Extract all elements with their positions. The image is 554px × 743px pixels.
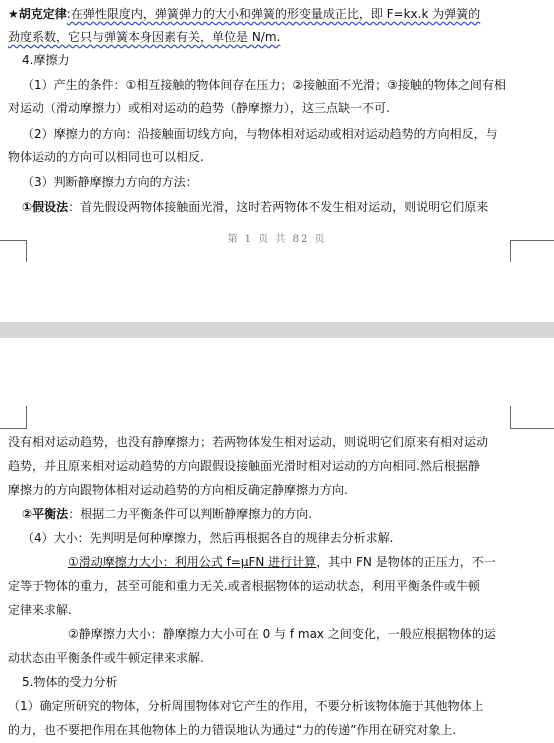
sliding-friction-formula-text: ①滑动摩擦力大小：利用公式 f=μFN 进行计算	[68, 555, 317, 569]
assumption-method-label: 假设法	[32, 200, 69, 214]
assumption-method-text: ：首先假设两物体接触面光滑，这时若两物体不发生相对运动，则说明它们原来	[68, 200, 489, 214]
paragraph-direction-line2: 物体运动的方向可以相同也可以相反.	[8, 150, 204, 164]
paragraph-sliding-friction-line3: 定律来求解.	[8, 603, 72, 617]
paragraph-sliding-friction	[68, 554, 496, 570]
paragraph-sliding-friction-line2: 定等于物体的重力，甚至可能和重力无关.或者根据物体的运动状态，利用平衡条件或牛顿	[8, 579, 480, 593]
paragraph-force-analysis-line2: 的力，也不要把作用在其他物体上的力错误地认为通过“力的传递”作用在研究对象上.	[8, 723, 457, 737]
document-page-2	[0, 338, 554, 743]
paragraph-continued-line2: 趋势，并且原来相对运动趋势的方向跟假设接触面光滑时相对运动的方向相同.然后根据静	[8, 459, 480, 473]
list-marker: ①	[22, 200, 33, 214]
hooke-law-text-line2: 劲度系数，它只与弹簧本身因素有关，单位是 N/m.	[8, 30, 281, 44]
paragraph-static-friction-line2: 动状态由平衡条件或牛顿定律来求解.	[8, 651, 204, 665]
page-footer: 第 1 页 共 82 页	[227, 234, 327, 245]
crop-mark-left-h	[0, 428, 27, 429]
paragraph-balance-method	[22, 506, 312, 522]
balance-method-text: ：根据二力平衡条件可以判断静摩擦力的方向.	[68, 507, 313, 521]
paragraph-continued: 没有相对运动趋势，也没有静摩擦力；若两物体发生相对运动，则说明它们原来有相对运动	[8, 435, 489, 449]
hooke-law-text: :在弹性限度内，弹簧弹力的大小和弹簧的形变量成正比，即 F=kx.k 为弹簧的	[66, 7, 481, 21]
paragraph-assumption-method	[22, 199, 488, 215]
list-marker: ②	[22, 507, 33, 521]
balance-method-label: 平衡法	[32, 507, 69, 521]
section-5-heading: 5.物体的受力分析	[22, 675, 118, 689]
paragraph-force-analysis: （1）确定所研究的物体，分析周围物体对它产生的作用，不要分析该物体施于其他物体上	[8, 699, 484, 713]
page-separator	[0, 322, 554, 338]
hooke-law-title: 胡克定律	[18, 7, 67, 21]
document-page-1	[0, 0, 554, 322]
paragraph-conditions: （1）产生的条件：①相互接触的物体间存在压力；②接触面不光滑；③接触的物体之间有相	[22, 78, 506, 92]
section-4-heading: 4.摩擦力	[22, 53, 70, 67]
hooke-law-paragraph	[8, 6, 480, 22]
paragraph-magnitude: （4）大小：先判明是何种摩擦力，然后再根据各自的规律去分析求解.	[22, 531, 394, 545]
paragraph-conditions-line2: 对运动（滑动摩擦力）或相对运动的趋势（静摩擦力），这三点缺一不可.	[8, 101, 390, 115]
paragraph-continued-line3: 摩擦力的方向跟物体相对运动趋势的方向相反确定静摩擦力方向.	[8, 483, 348, 497]
paragraph-direction: （2）摩擦力的方向：沿接触面切线方向，与物体相对运动或相对运动趋势的方向相反，与	[22, 127, 498, 141]
crop-mark-left-v	[26, 406, 27, 428]
sliding-friction-text: ，其中 FN 是物体的正压力，不一	[316, 555, 496, 569]
paragraph-method-heading: （3）判断静摩擦力方向的方法：	[22, 175, 198, 189]
paragraph-static-friction: ②静摩擦力大小：静摩擦力大小可在 0 与 f max 之间变化，一般应根据物体的运	[68, 627, 496, 641]
star-marker: ★	[8, 7, 19, 21]
crop-mark-right-h	[510, 428, 554, 429]
crop-mark-right-v	[510, 406, 511, 428]
